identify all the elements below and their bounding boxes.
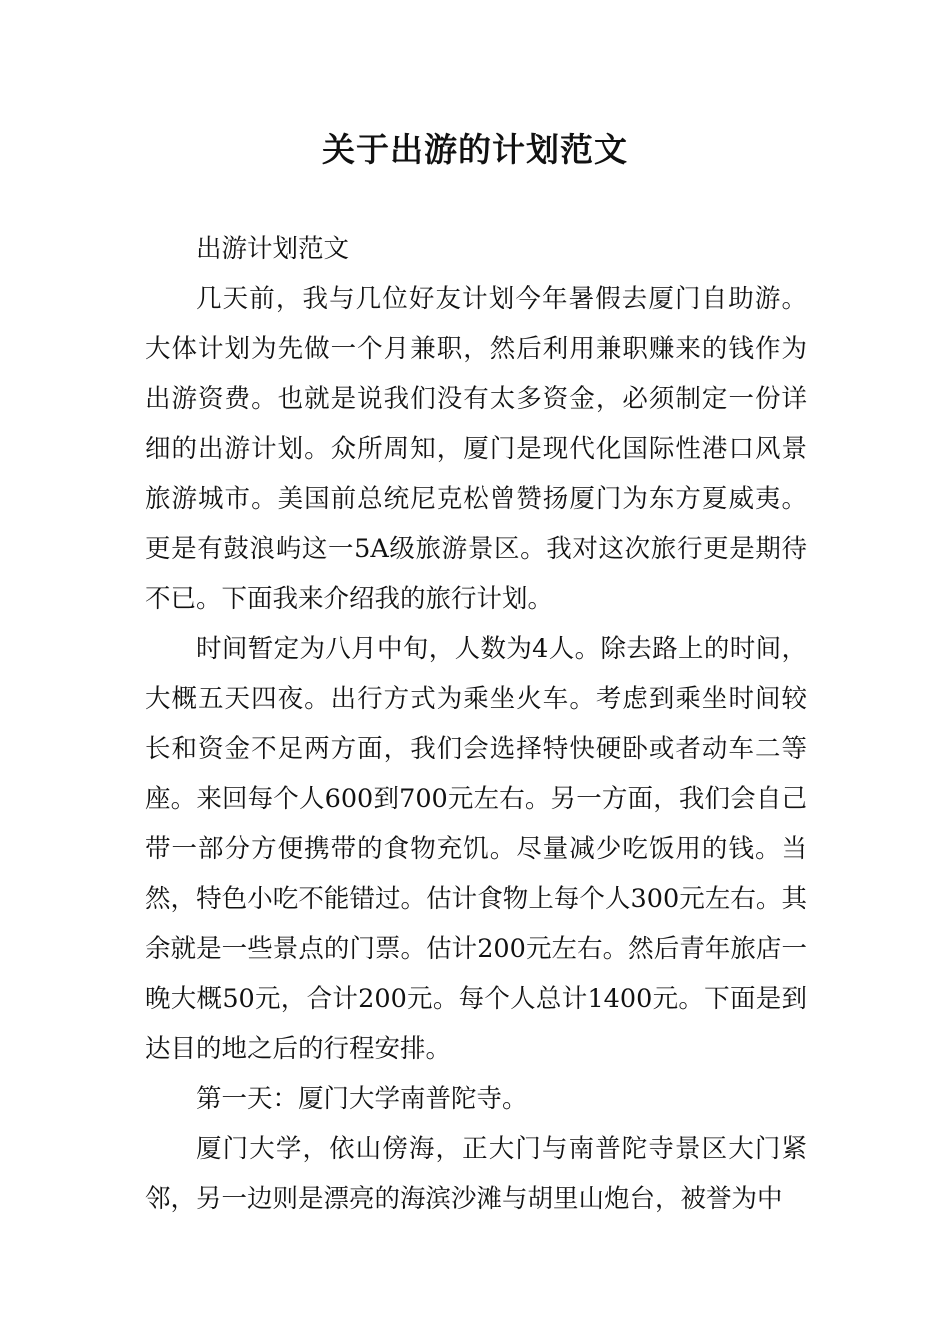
paragraph-day-one: 第一天：厦门大学南普陀寺。 [196, 1084, 528, 1114]
document-title: 关于出游的计划范文 [322, 130, 628, 169]
paragraph-budget: 时间暂定为八月中旬，人数为4人。除去路上的时间，大概五天四夜。出行方式为乘坐火车。考虑到乘坐时间较长和资金不足两方面，我们会选择特快硬卧或者动车二等座。来回每个人600到700元左右。另一方面，我们会自己带一部分方便携带的食物充饥。尽量减少吃饭用的钱。当然，特色小吃不能错过。估计食物上每个人300元左右。其余就是一些景点的门票。估计200元左右。然后青年旅店一晚大概50元，合计200元。每个人总计1400元。下面是到达目的地之后的行程安排。 [145, 634, 807, 1064]
paragraph-subtitle: 出游计划范文 [196, 234, 350, 264]
document-body [145, 224, 807, 1224]
paragraph-xiamen-university: 厦门大学，依山傍海，正大门与南普陀寺景区大门紧邻，另一边则是漂亮的海滨沙滩与胡里山炮台，被誉为中 [145, 1134, 807, 1214]
paragraph-intro: 几天前，我与几位好友计划今年暑假去厦门自助游。大体计划为先做一个月兼职，然后利用兼职赚来的钱作为出游资费。也就是说我们没有太多资金，必须制定一份详细的出游计划。众所周知，厦门是现代化国际性港口风景旅游城市。美国前总统尼克松曾赞扬厦门为东方夏威夷。更是有鼓浪屿这一5A级旅游景区。我对这次旅行更是期待不已。下面我来介绍我的旅行计划。 [145, 284, 807, 614]
